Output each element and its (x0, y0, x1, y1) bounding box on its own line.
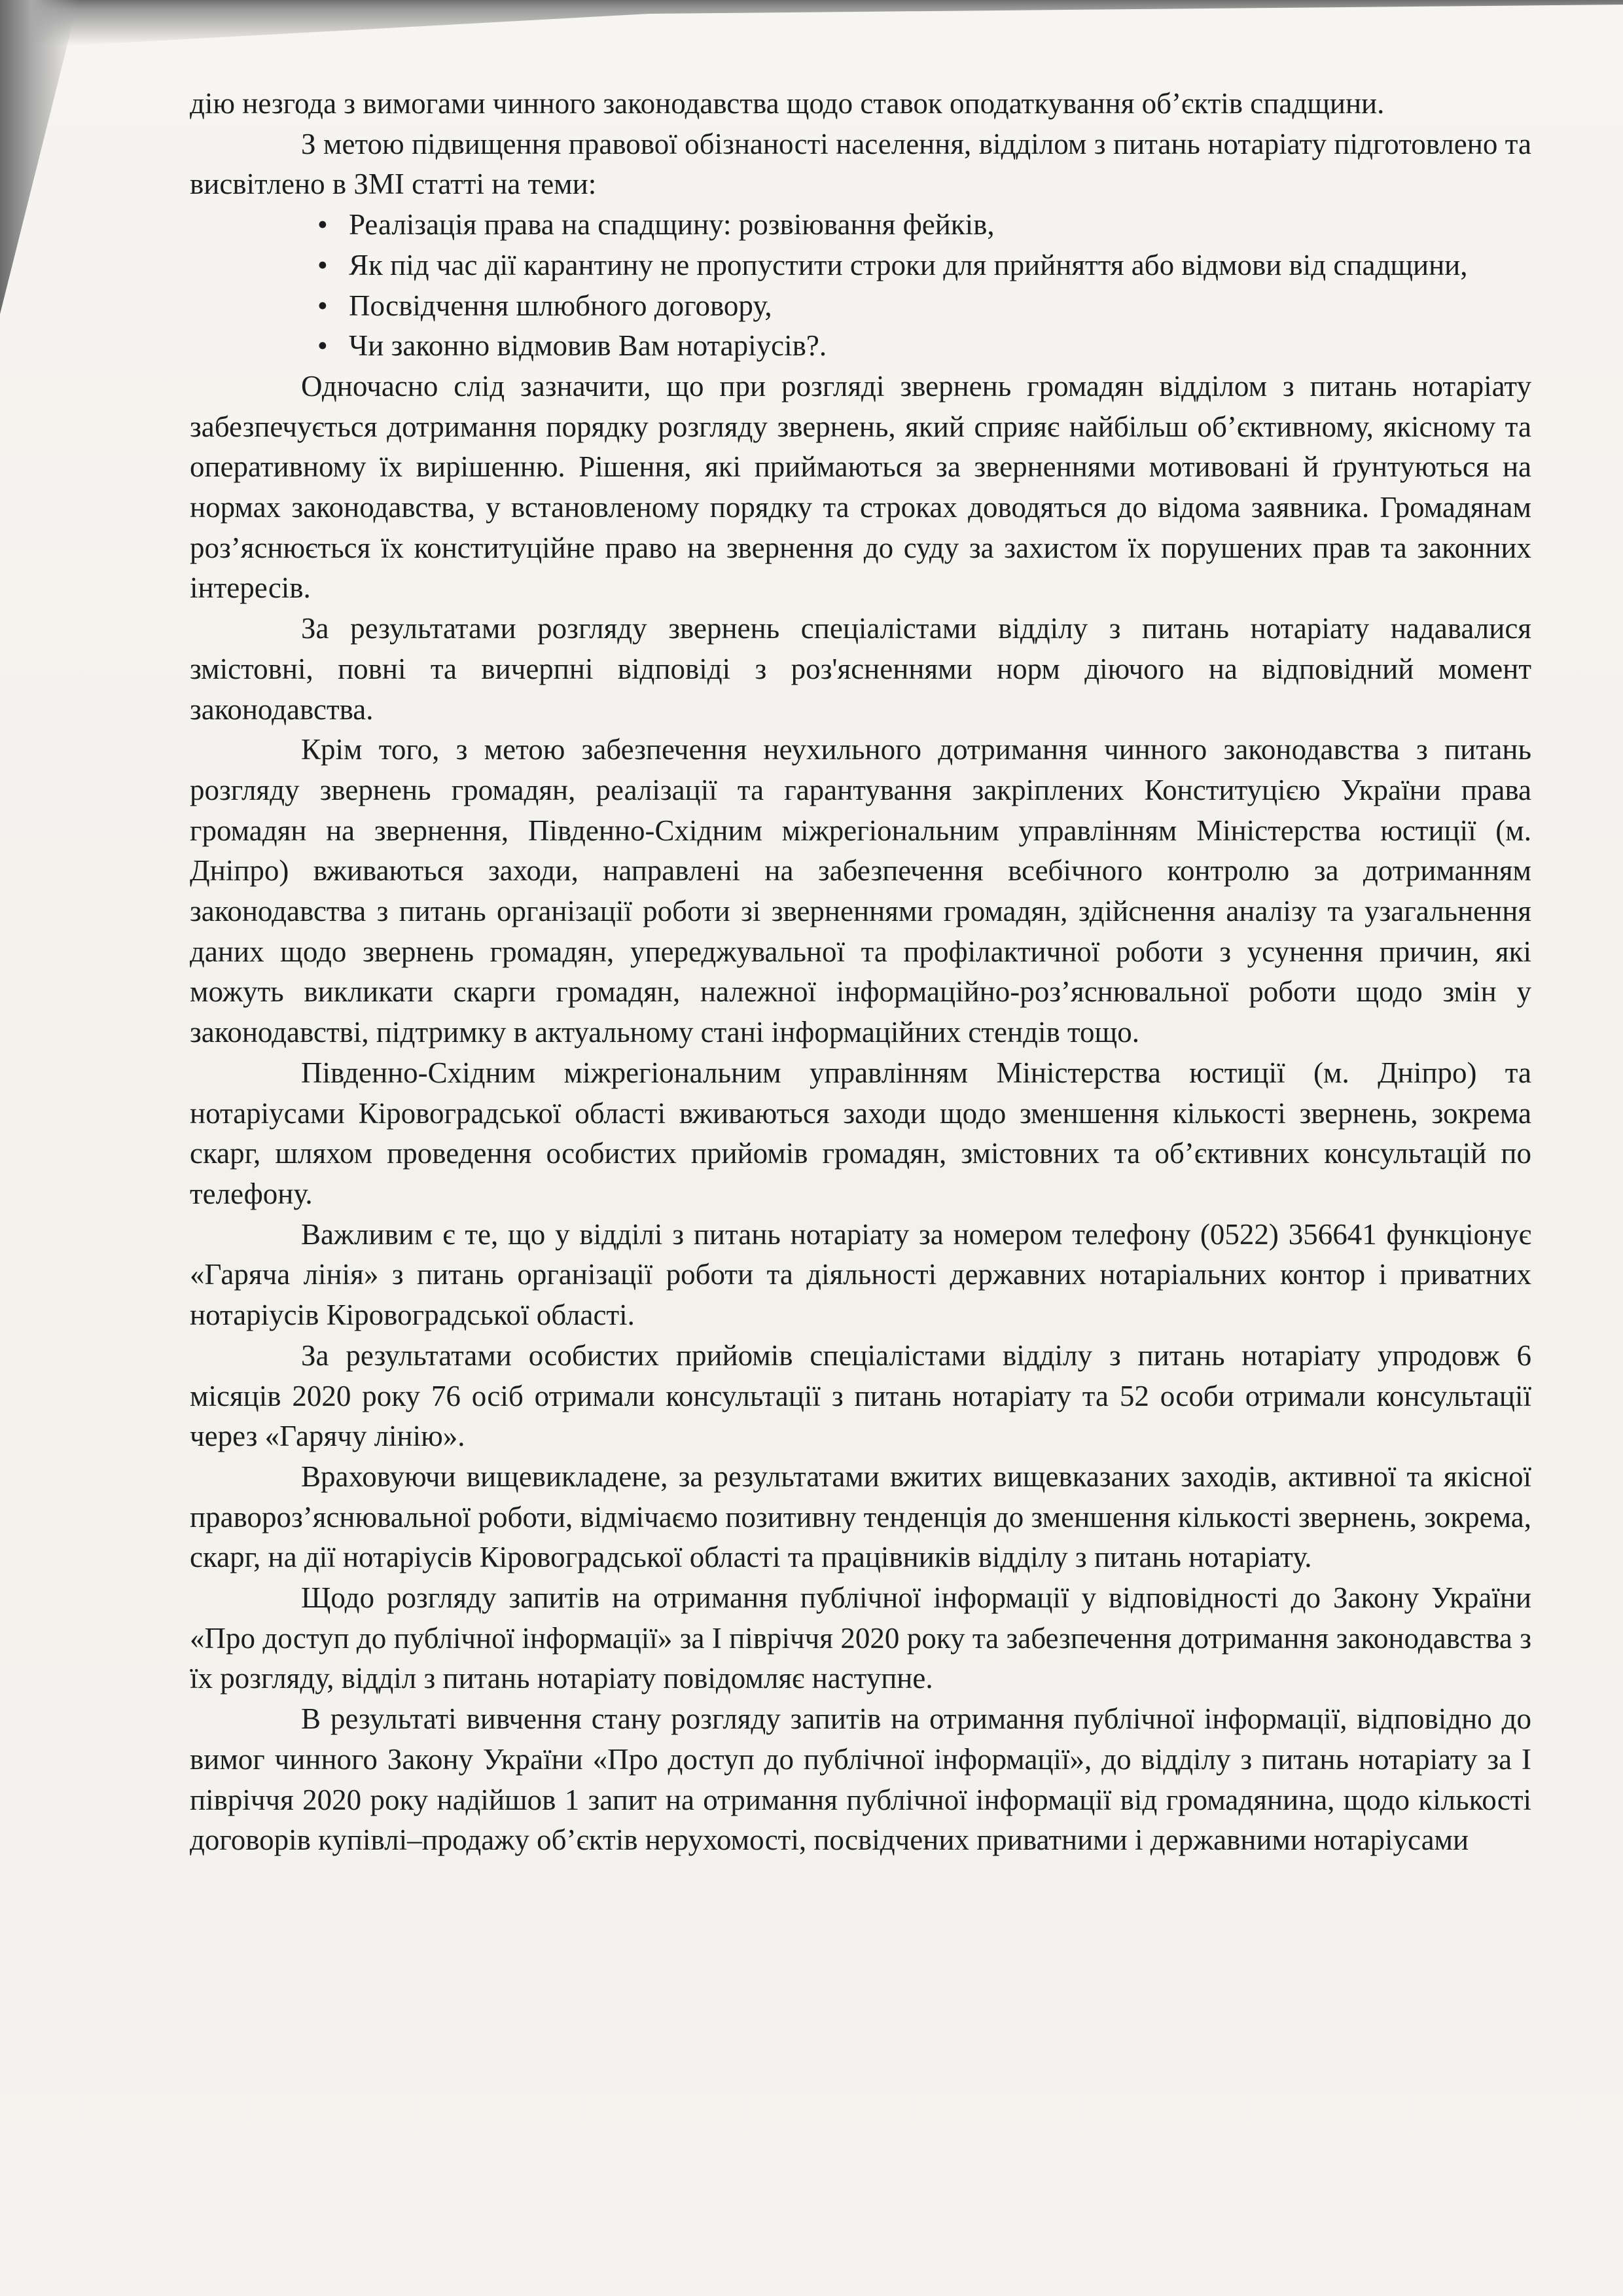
scan-corner-shadow (0, 0, 79, 314)
scan-edge-shadow (0, 0, 1623, 46)
list-item (317, 286, 1531, 327)
bullet-icon: • (317, 289, 328, 322)
paragraph-consultations: За результатами особистих прийомів спеціалістами відділу з питань нотаріату упродовж 6 місяців 2020 року 76 осіб отримали консультації з питань нотаріату та 52 особи отримали консультації через «Гарячу лінію». (190, 1338, 1531, 1453)
paragraph-control-measures: Крім того, з метою забезпечення неухильного дотримання чинного законодавства з питань розгляду звернень громадян, реалізації та гарантування закріплених Конституцією України права громадян на звернення, Південно-Східним міжрегіональним управлінням Міністерства юстиції (м. Дніпро) вживаються заходи, направлені на забезпечення всебічного контролю за дотриманням законодавства з питань організації роботи зі зверненнями громадян, здійснення аналізу та узагальнення даних щодо звернень громадян, упереджувальної та профілактичної роботи з усунення причин, які можуть викликати скарги громадян, належної інформаційно-роз’яснювальної роботи щодо змін у законодавстві, підтримку в актуальному стані інформаційних стендів тощо. (190, 733, 1531, 1049)
bullet-icon: • (317, 329, 328, 363)
paragraph-appeals-procedure: Одночасно слід зазначити, що при розгляді звернень громадян відділом з питань нотаріату забезпечується дотримання порядку розгляду звернень, який сприяє найбільш об’єктивному, якісному та оперативному їх вирішенню. Рішення, які приймаються за зверненнями мотивовані й ґрунтуються на нормах законодавства, у встановленому порядку та строках доводяться до відома заявника. Громадянам роз’яснюється їх конституційне право на звернення до суду за захистом їх порушених прав та законних інтересів. (190, 369, 1531, 605)
paragraph-reduction-measures: Південно-Східним міжрегіональним управлінням Міністерства юстиції (м. Дніпро) та нотаріусами Кіровоградської області вживаються заходи щодо зменшення кількості звернень, зокрема скарг, шляхом проведення особистих прийомів громадян, змістовних та об’єктивних консультацій по телефону. (190, 1056, 1531, 1210)
paragraph-public-info: Щодо розгляду запитів на отримання публічної інформації у відповідності до Закону України «Про доступ до публічної інформації» за І півріччя 2020 року та забезпечення дотримання законодавства з їх розгляду, відділ з питань нотаріату повідомляє наступне. (190, 1581, 1531, 1695)
paragraph-public-info-request: В результаті вивчення стану розгляду запитів на отримання публічної інформації, відповідно до вимог чинного Закону України «Про доступ до публічної інформації», до відділу з питань нотаріату за І півріччя 2020 року надійшов 1 запит на отримання публічної інформації від громадянина, щодо кількості договорів купівлі–продажу об’єктів нерухомості, посвідчених приватними і державними нотаріусами (190, 1702, 1531, 1857)
bullet-icon: • (317, 208, 328, 242)
list-item-text: Посвідчення шлюбного договору, (349, 289, 772, 322)
document-body (190, 84, 1531, 1861)
list-item (317, 326, 1531, 367)
list-item-text: Як під час дії карантину не пропустити строки для прийняття або відмови від спадщини, (349, 248, 1468, 281)
list-item-text: Чи законно відмовив Вам нотаріусів?. (349, 329, 827, 363)
list-item-text: Реалізація права на спадщину: розвіювання фейків, (349, 208, 995, 242)
paragraph-continuation: дію незгода з вимогами чинного законодавства щодо ставок оподаткування об’єктів спадщини. (190, 87, 1385, 120)
list-item (317, 205, 1531, 245)
list-item (317, 245, 1531, 286)
paragraph-hotline: Важливим є те, що у відділі з питань нотаріату за номером телефону (0522) 356641 функціонує «Гаряча лінія» з питань організації роботи та діяльності державних нотаріальних контор і приватних нотаріусів Кіровоградської області. (190, 1217, 1531, 1332)
article-topics-list (190, 205, 1531, 367)
paragraph-answers: За результатами розгляду звернень спеціалістами відділу з питань нотаріату надавалися змістовні, повні та вичерпні відповіді з роз'ясненнями норм діючого на відповідний момент законодавства. (190, 612, 1531, 726)
bullet-icon: • (317, 248, 328, 281)
paragraph-media-articles: З метою підвищення правової обізнаності населення, відділом з питань нотаріату підготовлено та висвітлено в ЗМІ статті на теми: (190, 127, 1531, 201)
paragraph-conclusion: Враховуючи вищевикладене, за результатами вжитих вищевказаних заходів, активної та якісної правороз’яснювальної роботи, відмічаємо позитивну тенденція до зменшення кількості звернень, зокрема, скарг, на дії нотаріусів Кіровоградської області та працівників відділу з питань нотаріату. (190, 1460, 1531, 1574)
